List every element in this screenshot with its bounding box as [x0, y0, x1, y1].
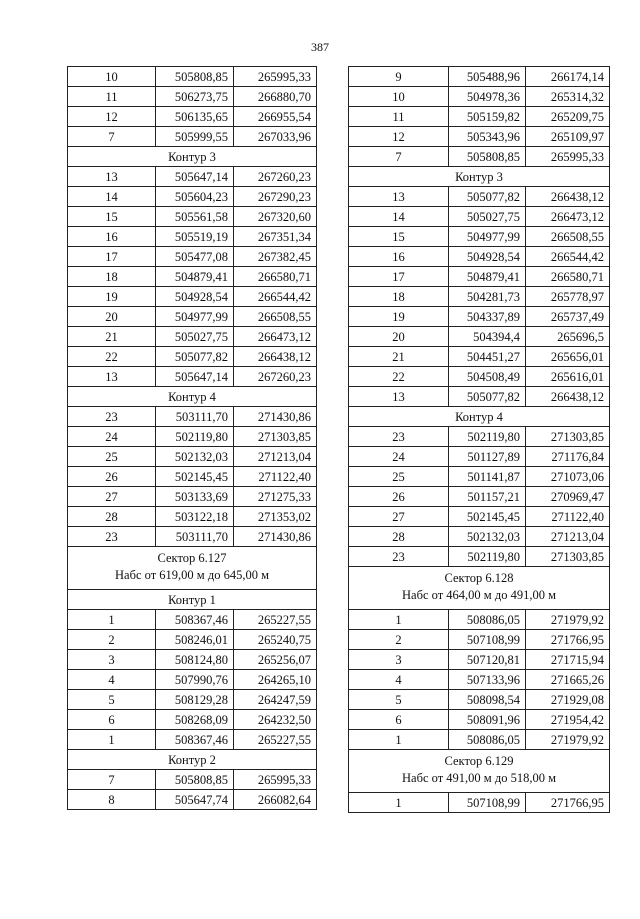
x-coordinate-cell: 505647,14 — [156, 167, 234, 187]
y-coordinate-cell: 265209,75 — [526, 107, 610, 127]
table-row — [68, 487, 317, 507]
point-number-cell: 11 — [68, 87, 156, 107]
y-coordinate-cell: 266082,64 — [234, 790, 317, 810]
point-number-cell: 12 — [68, 107, 156, 127]
contour-header-row — [349, 167, 610, 187]
y-coordinate-cell: 271176,84 — [526, 447, 610, 467]
table-row — [68, 267, 317, 287]
sector-height-range: Набс от 491,00 м до 518,00 м — [402, 771, 556, 785]
table-row — [68, 107, 317, 127]
point-number-cell: 7 — [68, 770, 156, 790]
sector-height-range: Набс от 464,00 м до 491,00 м — [402, 588, 556, 602]
x-coordinate-cell: 505159,82 — [449, 107, 526, 127]
y-coordinate-cell: 271275,33 — [234, 487, 317, 507]
x-coordinate-cell: 504977,99 — [449, 227, 526, 247]
table-row — [349, 710, 610, 730]
y-coordinate-cell: 266544,42 — [526, 247, 610, 267]
table-row — [349, 467, 610, 487]
x-coordinate-cell: 504337,89 — [449, 307, 526, 327]
y-coordinate-cell: 271122,40 — [526, 507, 610, 527]
contour-header-row — [68, 750, 317, 770]
table-row — [349, 387, 610, 407]
table-row — [68, 770, 317, 790]
y-coordinate-cell: 265616,01 — [526, 367, 610, 387]
coordinates-table-right — [348, 66, 610, 813]
y-coordinate-cell: 271715,94 — [526, 650, 610, 670]
table-row — [68, 247, 317, 267]
x-coordinate-cell: 508367,46 — [156, 730, 234, 750]
table-row — [349, 347, 610, 367]
contour-header-row — [68, 590, 317, 610]
table-row — [68, 187, 317, 207]
table-row — [68, 730, 317, 750]
table-row — [68, 407, 317, 427]
y-coordinate-cell: 267260,23 — [234, 367, 317, 387]
x-coordinate-cell: 502145,45 — [156, 467, 234, 487]
y-coordinate-cell: 265995,33 — [526, 147, 610, 167]
x-coordinate-cell: 502132,03 — [156, 447, 234, 467]
table-row — [349, 427, 610, 447]
table-row — [68, 127, 317, 147]
point-number-cell: 4 — [68, 670, 156, 690]
point-number-cell: 20 — [349, 327, 449, 347]
point-number-cell: 3 — [349, 650, 449, 670]
y-coordinate-cell: 264232,50 — [234, 710, 317, 730]
point-number-cell: 9 — [349, 67, 449, 87]
x-coordinate-cell: 507990,76 — [156, 670, 234, 690]
table-row — [349, 527, 610, 547]
point-number-cell: 1 — [68, 610, 156, 630]
y-coordinate-cell: 271665,26 — [526, 670, 610, 690]
point-number-cell: 27 — [349, 507, 449, 527]
x-coordinate-cell: 506135,65 — [156, 107, 234, 127]
point-number-cell: 14 — [68, 187, 156, 207]
y-coordinate-cell: 266508,55 — [526, 227, 610, 247]
table-row — [68, 307, 317, 327]
y-coordinate-cell: 271303,85 — [526, 547, 610, 567]
y-coordinate-cell: 271073,06 — [526, 467, 610, 487]
y-coordinate-cell: 265227,55 — [234, 730, 317, 750]
table-row — [349, 287, 610, 307]
contour-header-row — [68, 147, 317, 167]
table-row — [349, 730, 610, 750]
x-coordinate-cell: 502119,80 — [449, 547, 526, 567]
y-coordinate-cell: 271766,95 — [526, 793, 610, 813]
point-number-cell: 23 — [349, 547, 449, 567]
table-row — [68, 650, 317, 670]
table-row — [68, 347, 317, 367]
y-coordinate-cell: 265696,5 — [526, 327, 610, 347]
y-coordinate-cell: 265737,49 — [526, 307, 610, 327]
table-row — [68, 427, 317, 447]
y-coordinate-cell: 267382,45 — [234, 247, 317, 267]
y-coordinate-cell: 267033,96 — [234, 127, 317, 147]
point-number-cell: 20 — [68, 307, 156, 327]
point-number-cell: 13 — [349, 187, 449, 207]
table-row — [349, 307, 610, 327]
table-row — [349, 793, 610, 813]
page-number: 387 — [311, 40, 329, 54]
table-row — [349, 207, 610, 227]
x-coordinate-cell: 504394,4 — [449, 327, 526, 347]
x-coordinate-cell: 504281,73 — [449, 287, 526, 307]
sector-header — [349, 567, 610, 610]
y-coordinate-cell: 271766,95 — [526, 630, 610, 650]
x-coordinate-cell: 504879,41 — [449, 267, 526, 287]
y-coordinate-cell: 265109,97 — [526, 127, 610, 147]
y-coordinate-cell: 266473,12 — [526, 207, 610, 227]
table-row — [349, 650, 610, 670]
y-coordinate-cell: 267351,34 — [234, 227, 317, 247]
point-number-cell: 2 — [68, 630, 156, 650]
y-coordinate-cell: 271213,04 — [234, 447, 317, 467]
x-coordinate-cell: 508268,09 — [156, 710, 234, 730]
table-row — [349, 327, 610, 347]
y-coordinate-cell: 266438,12 — [234, 347, 317, 367]
point-number-cell: 13 — [68, 167, 156, 187]
point-number-cell: 21 — [349, 347, 449, 367]
table-row — [349, 247, 610, 267]
x-coordinate-cell: 501127,89 — [449, 447, 526, 467]
sector-header-row — [68, 547, 317, 590]
y-coordinate-cell: 270969,47 — [526, 487, 610, 507]
point-number-cell: 1 — [349, 730, 449, 750]
table-row — [349, 447, 610, 467]
sector-height-range: Набс от 619,00 м до 645,00 м — [115, 568, 269, 582]
x-coordinate-cell: 505027,75 — [156, 327, 234, 347]
table-row — [68, 467, 317, 487]
table-row — [349, 147, 610, 167]
y-coordinate-cell: 271979,92 — [526, 610, 610, 630]
x-coordinate-cell: 502119,80 — [156, 427, 234, 447]
point-number-cell: 16 — [349, 247, 449, 267]
x-coordinate-cell: 508086,05 — [449, 610, 526, 630]
point-number-cell: 16 — [68, 227, 156, 247]
point-number-cell: 7 — [349, 147, 449, 167]
x-coordinate-cell: 507120,81 — [449, 650, 526, 670]
point-number-cell: 1 — [349, 610, 449, 630]
point-number-cell: 6 — [68, 710, 156, 730]
point-number-cell: 6 — [349, 710, 449, 730]
x-coordinate-cell: 508091,96 — [449, 710, 526, 730]
x-coordinate-cell: 504879,41 — [156, 267, 234, 287]
y-coordinate-cell: 266473,12 — [234, 327, 317, 347]
x-coordinate-cell: 505647,14 — [156, 367, 234, 387]
point-number-cell: 3 — [68, 650, 156, 670]
point-number-cell: 22 — [68, 347, 156, 367]
contour-header: Контур 4 — [68, 387, 317, 407]
table-row — [349, 507, 610, 527]
sector-header — [349, 750, 610, 793]
y-coordinate-cell: 266508,55 — [234, 307, 317, 327]
x-coordinate-cell: 505604,23 — [156, 187, 234, 207]
table-row — [349, 367, 610, 387]
point-number-cell: 1 — [68, 730, 156, 750]
point-number-cell: 2 — [349, 630, 449, 650]
point-number-cell: 1 — [349, 793, 449, 813]
x-coordinate-cell: 501141,87 — [449, 467, 526, 487]
y-coordinate-cell: 271979,92 — [526, 730, 610, 750]
point-number-cell: 24 — [349, 447, 449, 467]
y-coordinate-cell: 266955,54 — [234, 107, 317, 127]
table-row — [349, 67, 610, 87]
point-number-cell: 18 — [349, 287, 449, 307]
contour-header-row — [349, 407, 610, 427]
x-coordinate-cell: 504451,27 — [449, 347, 526, 367]
point-number-cell: 23 — [68, 407, 156, 427]
y-coordinate-cell: 266174,14 — [526, 67, 610, 87]
sector-header-row — [349, 750, 610, 793]
contour-header: Контур 4 — [349, 407, 610, 427]
y-coordinate-cell: 265995,33 — [234, 770, 317, 790]
x-coordinate-cell: 502145,45 — [449, 507, 526, 527]
y-coordinate-cell: 266880,70 — [234, 87, 317, 107]
x-coordinate-cell: 504977,99 — [156, 307, 234, 327]
point-number-cell: 23 — [349, 427, 449, 447]
y-coordinate-cell: 264247,59 — [234, 690, 317, 710]
table-row — [68, 227, 317, 247]
point-number-cell: 28 — [68, 507, 156, 527]
table-row — [349, 127, 610, 147]
point-number-cell: 26 — [349, 487, 449, 507]
table-row — [349, 267, 610, 287]
point-number-cell: 8 — [68, 790, 156, 810]
x-coordinate-cell: 504928,54 — [156, 287, 234, 307]
point-number-cell: 13 — [68, 367, 156, 387]
y-coordinate-cell: 266580,71 — [234, 267, 317, 287]
table-row — [68, 527, 317, 547]
sector-title: Сектор 6.128 — [444, 571, 514, 585]
point-number-cell: 23 — [68, 527, 156, 547]
table-row — [349, 630, 610, 650]
y-coordinate-cell: 266438,12 — [526, 187, 610, 207]
y-coordinate-cell: 265256,07 — [234, 650, 317, 670]
table-row — [68, 207, 317, 227]
point-number-cell: 7 — [68, 127, 156, 147]
x-coordinate-cell: 504928,54 — [449, 247, 526, 267]
table-row — [68, 690, 317, 710]
table-row — [68, 610, 317, 630]
contour-header: Контур 3 — [349, 167, 610, 187]
table-row — [68, 67, 317, 87]
table-row — [349, 107, 610, 127]
x-coordinate-cell: 502132,03 — [449, 527, 526, 547]
sector-title: Сектор 6.129 — [444, 754, 514, 768]
y-coordinate-cell: 271303,85 — [234, 427, 317, 447]
x-coordinate-cell: 507108,99 — [449, 630, 526, 650]
x-coordinate-cell: 504508,49 — [449, 367, 526, 387]
y-coordinate-cell: 271122,40 — [234, 467, 317, 487]
point-number-cell: 17 — [349, 267, 449, 287]
x-coordinate-cell: 502119,80 — [449, 427, 526, 447]
sector-header-row — [349, 567, 610, 610]
y-coordinate-cell: 271929,08 — [526, 690, 610, 710]
y-coordinate-cell: 265778,97 — [526, 287, 610, 307]
y-coordinate-cell: 265995,33 — [234, 67, 317, 87]
x-coordinate-cell: 503111,70 — [156, 407, 234, 427]
y-coordinate-cell: 265314,32 — [526, 87, 610, 107]
point-number-cell: 25 — [349, 467, 449, 487]
point-number-cell: 18 — [68, 267, 156, 287]
x-coordinate-cell: 505808,85 — [449, 147, 526, 167]
table-row — [68, 447, 317, 467]
point-number-cell: 19 — [349, 307, 449, 327]
table-row — [349, 670, 610, 690]
point-number-cell: 28 — [349, 527, 449, 547]
table-row — [349, 487, 610, 507]
x-coordinate-cell: 505519,19 — [156, 227, 234, 247]
point-number-cell: 24 — [68, 427, 156, 447]
table-row — [349, 227, 610, 247]
x-coordinate-cell: 505488,96 — [449, 67, 526, 87]
x-coordinate-cell: 508367,46 — [156, 610, 234, 630]
x-coordinate-cell: 504978,36 — [449, 87, 526, 107]
x-coordinate-cell: 503122,18 — [156, 507, 234, 527]
y-coordinate-cell: 265656,01 — [526, 347, 610, 367]
coordinates-table-left — [67, 66, 317, 810]
point-number-cell: 25 — [68, 447, 156, 467]
x-coordinate-cell: 505077,82 — [449, 187, 526, 207]
x-coordinate-cell: 507133,96 — [449, 670, 526, 690]
point-number-cell: 14 — [349, 207, 449, 227]
x-coordinate-cell: 508098,54 — [449, 690, 526, 710]
y-coordinate-cell: 271954,42 — [526, 710, 610, 730]
point-number-cell: 17 — [68, 247, 156, 267]
y-coordinate-cell: 265240,75 — [234, 630, 317, 650]
x-coordinate-cell: 505027,75 — [449, 207, 526, 227]
point-number-cell: 21 — [68, 327, 156, 347]
point-number-cell: 10 — [68, 67, 156, 87]
point-number-cell: 19 — [68, 287, 156, 307]
y-coordinate-cell: 271430,86 — [234, 527, 317, 547]
y-coordinate-cell: 271213,04 — [526, 527, 610, 547]
table-row — [68, 367, 317, 387]
x-coordinate-cell: 508124,80 — [156, 650, 234, 670]
table-row — [68, 327, 317, 347]
contour-header: Контур 2 — [68, 750, 317, 770]
x-coordinate-cell: 505808,85 — [156, 770, 234, 790]
point-number-cell: 5 — [349, 690, 449, 710]
table-row — [68, 710, 317, 730]
table-row — [68, 287, 317, 307]
point-number-cell: 12 — [349, 127, 449, 147]
y-coordinate-cell: 266580,71 — [526, 267, 610, 287]
contour-header: Контур 1 — [68, 590, 317, 610]
x-coordinate-cell: 505647,74 — [156, 790, 234, 810]
x-coordinate-cell: 506273,75 — [156, 87, 234, 107]
contour-header: Контур 3 — [68, 147, 317, 167]
table-row — [68, 507, 317, 527]
y-coordinate-cell: 267260,23 — [234, 167, 317, 187]
point-number-cell: 27 — [68, 487, 156, 507]
point-number-cell: 4 — [349, 670, 449, 690]
point-number-cell: 15 — [349, 227, 449, 247]
x-coordinate-cell: 505343,96 — [449, 127, 526, 147]
y-coordinate-cell: 264265,10 — [234, 670, 317, 690]
x-coordinate-cell: 505477,08 — [156, 247, 234, 267]
table-row — [349, 690, 610, 710]
point-number-cell: 15 — [68, 207, 156, 227]
x-coordinate-cell: 505077,82 — [156, 347, 234, 367]
contour-header-row — [68, 387, 317, 407]
x-coordinate-cell: 505561,58 — [156, 207, 234, 227]
x-coordinate-cell: 501157,21 — [449, 487, 526, 507]
table-row — [349, 610, 610, 630]
y-coordinate-cell: 267320,60 — [234, 207, 317, 227]
point-number-cell: 26 — [68, 467, 156, 487]
point-number-cell: 11 — [349, 107, 449, 127]
x-coordinate-cell: 505999,55 — [156, 127, 234, 147]
x-coordinate-cell: 508086,05 — [449, 730, 526, 750]
sector-title: Сектор 6.127 — [157, 551, 227, 565]
x-coordinate-cell: 503133,69 — [156, 487, 234, 507]
table-row — [349, 547, 610, 567]
sector-header — [68, 547, 317, 590]
table-row — [68, 87, 317, 107]
x-coordinate-cell: 508129,28 — [156, 690, 234, 710]
x-coordinate-cell: 508246,01 — [156, 630, 234, 650]
point-number-cell: 10 — [349, 87, 449, 107]
y-coordinate-cell: 266544,42 — [234, 287, 317, 307]
point-number-cell: 13 — [349, 387, 449, 407]
table-row — [68, 167, 317, 187]
table-row — [68, 630, 317, 650]
y-coordinate-cell: 267290,23 — [234, 187, 317, 207]
y-coordinate-cell: 271430,86 — [234, 407, 317, 427]
table-row — [349, 87, 610, 107]
x-coordinate-cell: 507108,99 — [449, 793, 526, 813]
y-coordinate-cell: 265227,55 — [234, 610, 317, 630]
y-coordinate-cell: 266438,12 — [526, 387, 610, 407]
x-coordinate-cell: 503111,70 — [156, 527, 234, 547]
x-coordinate-cell: 505808,85 — [156, 67, 234, 87]
table-row — [68, 670, 317, 690]
table-row — [68, 790, 317, 810]
table-row — [349, 187, 610, 207]
y-coordinate-cell: 271353,02 — [234, 507, 317, 527]
y-coordinate-cell: 271303,85 — [526, 427, 610, 447]
x-coordinate-cell: 505077,82 — [449, 387, 526, 407]
point-number-cell: 5 — [68, 690, 156, 710]
point-number-cell: 22 — [349, 367, 449, 387]
